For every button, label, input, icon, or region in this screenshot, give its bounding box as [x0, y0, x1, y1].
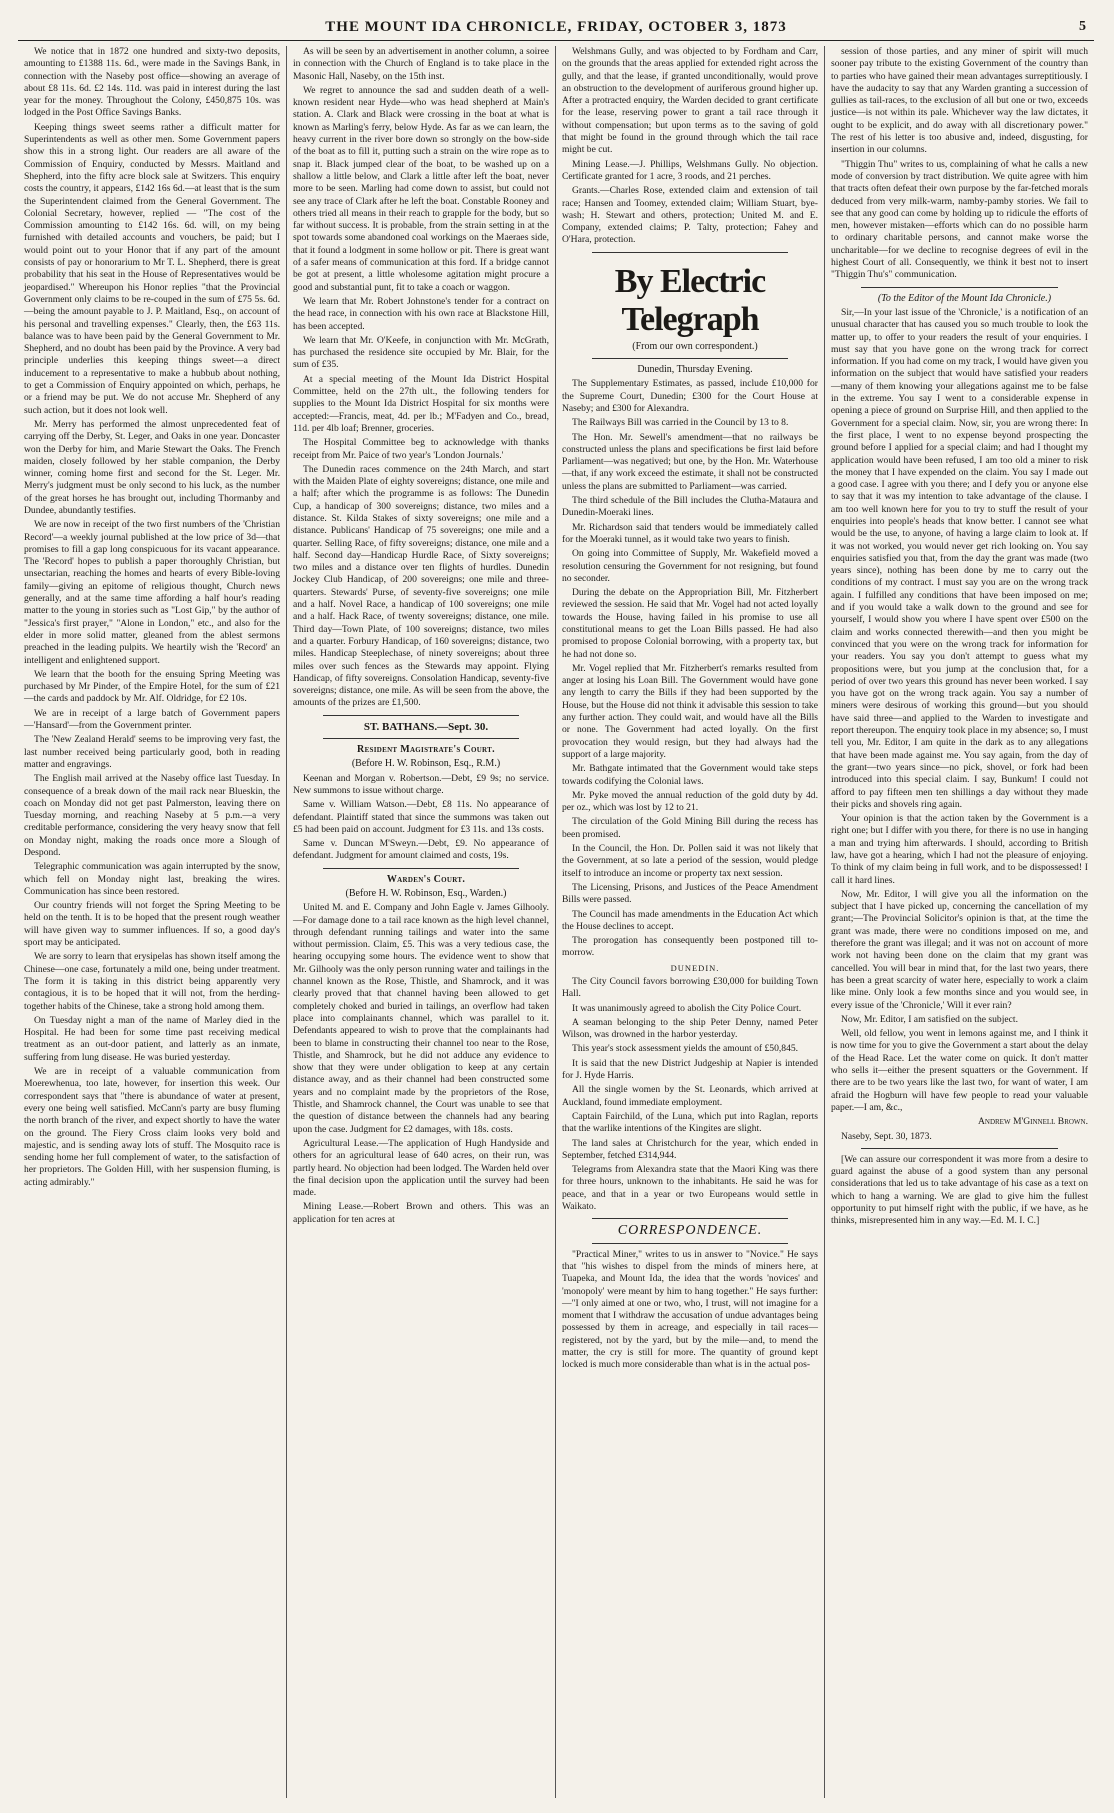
correspondence-heading: CORRESPONDENCE. [617, 1223, 763, 1239]
correspondence-items [562, 1249, 818, 1372]
telegraph-item: Captain Fairchild, of the Luna, which put into Raglan, reports that the warlike intentions of the Kingites are slight. [562, 1110, 818, 1135]
court-case: Same v. Duncan M'Sweyn.—Debt, £9. No appearance of defendant. Judgment for amount claimed and costs, 19s. [293, 838, 549, 862]
telegraph-item: On going into Committee of Supply, Mr. Wakefield moved a resolution censuring the Government for not resigning, but found no seconder. [562, 548, 818, 584]
editor-note: [We can assure our correspondent it was more from a desire to guard against the abuse of a good system than any personal considerations that led us to take advantage of his case as a text on which to hang a warning. We are glad to give him the fullest opportunity to put himself right with the public, if we have, as he thinks, misrepresented him in any way.—Ed. M. I. C.] [831, 1153, 1088, 1227]
news-paragraph: We are now in receipt of the two first numbers of the 'Christian Record'—a weekly journal published at the low price of 3d—that promises to fill a gap long conspicuous for its vacant appearance. The 'Record' hopes to publish a paper thoroughly Christian, but unsectarian, reaching the homes and hearts of every Bible-loving family—giving an epitome of religious thought, Church news generally, and at the same time affording a half hour's reading matter to the young in stories such as "Lost Gip," by the author of "Jessica's first prayer," "Alone in London," etc., and also for the elder in more solid matter, gleaned from the ablest sermons preached in the leading pulpits. We heartily wish the 'Record' an intelligent and enlightened support. [24, 519, 280, 666]
letter-paragraph: Now, Mr. Editor, I am satisfied on the subject. [841, 1013, 1018, 1025]
dunedin-items [562, 976, 818, 1213]
telegraph-item: The Licensing, Prisons, and Justices of the Peace Amendment Bills were passed. [562, 881, 818, 906]
telegraph-item: In the Council, the Hon. Dr. Pollen said it was not likely that the Government, at so late a period of the session, would pledge itself to introduce an income or property tax next session. [562, 843, 818, 879]
telegraph-heading: By Electric Telegraph [614, 262, 766, 338]
warden-court-continued [562, 46, 818, 247]
telegraph-item: The land sales at Christchurch for the year, which ended in September, fetched £314,944. [562, 1137, 818, 1161]
letter-paragraph: Now, Mr. Editor, I will give you all the information on the subject that I have picked up, concerning the cancellation of my grant;—The Provincial Solicitor's opinion is that, at the time the grant was made, there were no conditions imposed on me, and therefore the grant was illegal; and it was not on account of more work not having been done on the claim that my grant was cancelled. You will bear in mind that, for the last two years, there has been a great scarcity of water here, especially to work a claim like mine. Only look a few months since and you would see, in every issue of the 'Chronicle,' Will it ever rain? [831, 888, 1088, 1011]
section-divider [592, 1243, 788, 1244]
court-case: Keenan and Morgan v. Robertson.—Debt, £9 9s; no service. New summons to issue without charge. [293, 772, 549, 796]
telegraph-item: All the single women by the St. Leonards, which arrived at Auckland, found immediate employment. [562, 1084, 818, 1108]
court-case: Mining Lease.—Robert Brown and others. This was an application for ten acres at [293, 1201, 549, 1225]
telegraph-item: It is said that the new District Judgeship at Napier is intended for J. Hyde Harris. [562, 1057, 818, 1082]
column-1 [18, 46, 287, 1798]
telegraph-item: The Hon. Mr. Sewell's amendment—that no railways be constructed unless the plans and specifications be first laid before Parliament—was negatived; but one, by the Hon. Mr. Waterhouse—that, if any work exceed the estimate, it shall not be constructed unless the plans are submitted to Parliament—was carried. [562, 431, 818, 492]
telegraph-dateline: Dunedin, Thursday Evening. [637, 364, 753, 376]
telegraph-item: The prorogation has consequently been postponed till to-morrow. [562, 935, 818, 959]
telegraph-item: A seaman belonging to the ship Peter Denny, named Peter Wilson, was drowned in the harbor yesterday. [562, 1016, 818, 1041]
newspaper-title: THE MOUNT IDA CHRONICLE, FRIDAY, OCTOBER 3, 1873 [325, 18, 787, 35]
masthead [18, 14, 1094, 41]
news-paragraph: On Tuesday night a man of the name of Marley died in the Hospital. He had been for some time past receiving medical treatment as an out-door patient, and latterly as an inmate, suffering from lung disease. He was buried yesterday. [24, 1014, 280, 1063]
news-paragraph: We are sorry to learn that erysipelas has shown itself among the Chinese—one case, fortunately a mild one, being under treatment. The form it is taking in this district being apparently very contagious, it is to be hoped that it will not, from the herding-together habits of the Chinese, take a strong hold among them. [24, 951, 280, 1012]
local-news-continued [293, 46, 549, 710]
telegraph-item: The Railways Bill was carried in the Council by 13 to 8. [572, 417, 789, 429]
news-paragraph: We learn that Mr. O'Keefe, in conjunction with Mr. McGrath, has purchased the residence site occupied by Mr. Blair, for the sum of £35. [293, 334, 549, 371]
court-case: Mining Lease.—J. Phillips, Welshmans Gully. No objection. Certificate granted for 1 acre, 3 roods, and 21 perches. [562, 158, 818, 182]
telegraph-item: It was unanimously agreed to abolish the City Police Court. [572, 1002, 802, 1014]
section-divider [592, 358, 788, 359]
news-paragraph: We are in receipt of a large batch of Government papers—'Hansard'—from the Government printer. [24, 707, 280, 732]
section-divider [592, 252, 788, 253]
court-case: Grants.—Charles Rose, extended claim and extension of tail race; Hansen and Toomey, extended claim; William Stuart, bye-wash; H. Stewart and others, protection; United M. and E. Company, extended claims; P. Talty, protection; Fahey and O'Hara, protection. [562, 185, 818, 246]
news-paragraph: As will be seen by an advertisement in another column, a soiree in connection with the Church of England is to take place in the Masonic Hall, Naseby, on the 15th inst. [293, 46, 549, 82]
letter-paragraph: Well, old fellow, you went in lemons against me, and I think it is now time for you to give the Government a start about the delay of the Head Race. Let the water come on quick. It don't matter who sells it—either the present squatters or the Government. If there are to be two years like the last two, for want of water, I am afraid the Hogburn will have few people to read your valuable paper.—I am, &c., [831, 1028, 1088, 1113]
news-paragraph: The Dunedin races commence on the 24th March, and start with the Maiden Plate of eighty sovereigns; distance, one mile and a half; after which the programme is as follows: The Dunedin Cup, a handicap of 300 sovereigns; distance, two miles and a distance. St. Kilda Stakes of sixty sovereigns; one mile and a distance. Publicans' Handicap of 75 sovereigns; one mile and a quarter. Selling Race, of fifty sovereigns; distance, one mile and a half. Second day—Handicap Hurdle Race, of Sixty sovereigns; two miles and a distance over ten flights of hurdles. Dunedin Jockey Club Handicap, of 200 sovereigns; one mile and three-quarters. Stewards' Purse, of seventy-five sovereigns; one mile and a half. Novel Race, a handicap of 100 sovereigns; one mile and a half. Hack Race, of twenty sovereigns; distance, one mile. Third day—Town Plate, of 100 sovereigns; distance, two miles and a quarter. Forbury Handicap, of 160 sovereigns; distance, two miles. Handicap Steeplechase, of ninety sovereigns; about three miles over such fences as the Stewards may appoint. Flying Handicap, of fifty sovereigns. Consolation Handicap, seventy-five sovereigns; distance, one mile. As will be seen from the above, the amounts of the prizes are £1,500. [293, 463, 549, 709]
telegraph-item: The circulation of the Gold Mining Bill during the recess has been promised. [562, 816, 818, 840]
letter-paragraph: Sir,—In your last issue of the 'Chronicle,' is a notification of an unusual character that has caused you so much trouble to look the matter up, to offer to your readers the result of your enquiries. I must say that you have gone on the wrong track for correct information. If you had come on my track, I would have given you information on the subject that would have satisfied your readers—many of them knowing your allegations against me to be false in the extreme. You say I went to a considerable expense in opening a piece of ground on Surprise Hill, and then applied to the Government for a special claim. Now, sir, you are wrong there: In the first place, I went to no expense beyond prospecting the ground before I applied for a special claim; and had I thought my application would have been refused, I am too old a miner to risk the money that I have expended on the claim. You say I made out a good case. I agree with you there; and I defy you or anyone else to say that it was my intention to take advantage of the clause. I am too well known here for you to try to stuff the result of your enquiries into people's heads that know better. I cannot see what would be the use, to anyone, of having a large claim to look at. If it was not worked, you would never get rich looking on. You say enquiries satisfied you that, from the day the grant was made (two years since), nothing has been done by me to carry out the conditions of my contract. I must say you are on the wrong track again. I fulfilled any conditions that have been imposed on me; and if you would take a walk down to the ground and see for yourself, I would show you where I have spent over £500 on the claim and works connected therewith—and then you might be convinced that you were on the wrong track for information for your readers. You say you don't attempt to guess what my propositions were, but you jump at the conclusion that, for a period of over two years this ground has never been worked. I say you have got on the wrong track again. You say a number of miners were desirous of working this ground—but you should have said three—and applied to the Warden to investigate and report thereupon. The enquiry took place in my absence; so, I must tell you, Mr. Editor, I am quite in the dark as to any allegations that have been made against me. You say again, from the day of the grant—two years since—no pick, shovel, or fork had been introduced into this special claim. I say, Bunkum! I could not afford to pay fifteen men ten shillings a day without they made their picks and shovels ring again. [831, 306, 1088, 810]
news-paragraph: Mr. Merry has performed the almost unprecedented feat of carrying off the Derby, St. Leger, and Oaks in one year. Doncaster won the Derby for him, and Marie Stewart the Oaks. The French maiden, closely followed by her stable companion, the Derby winner, coming home first and second for the St. Leger. Mr. Merry's judgment must be only second to his luck, as the number of the great horses he has brought out, including Thormanby and Dundee, abundantly testifies. [24, 418, 280, 516]
st-bathans-heading: ST. BATHANS.—Sept. 30. [363, 720, 489, 733]
letter-address: (To the Editor of the Mount Ida Chronicle.) [877, 292, 1052, 304]
telegraph-item: Telegrams from Alexandra state that the Maori King was there for three hours, unknown to the inhabitants. He said he was for peace, and that in a year or two Europeans would settle in Waikato. [562, 1164, 818, 1213]
letter-signature: Andrew M'Ginnell Brown. [977, 1116, 1088, 1128]
letter-date: Naseby, Sept. 30, 1873. [841, 1130, 932, 1142]
correspondence-item: session of those parties, and any miner of spirit will much sooner pay tribute to the existing Government of the country than to parties who have gained their mean advantages surreptitiously. I have the audacity to say that any Warden granting a succession of gullies as tail-races, to the exclusion of all but one or two, exceeds justice—is not within its pale. Whichever way the law dictates, it ought to be explicit, and do away with all discretionary power." The rest of his letter is too abusive and, indeed, disgusting, for insertion in our columns. [831, 46, 1088, 156]
news-paragraph: We are in receipt of a valuable communication from Moerewhenua, too late, however, for insertion this week. Our correspondent says that "there is abundance of water at present, every one being well satisfied. McCann's party are busy fluming the north branch of the river, and expect shortly to have the water on the ground. The Fiery Cross claim looks very bold and majestic, and is sending away lots of stuff. The Mosquito race is sending home her full complement of water, to the satisfaction of her proprietors. The Golden Hill, with her suspension fluming, is acting admirably." [24, 1066, 280, 1188]
news-paragraph: Telegraphic communication was again interrupted by the snow, which fell on Monday night last, breaking the wires. Communication has since been restored. [24, 861, 280, 897]
page-number: 5 [1079, 19, 1086, 34]
column-2 [287, 46, 556, 1798]
telegraph-item: Mr. Richardson said that tenders would be immediately called for the Moeraki tunnel, as it would take two years to finish. [562, 521, 818, 545]
section-divider [592, 1218, 788, 1219]
section-divider [861, 1148, 1058, 1149]
telegraph-item: The Supplementary Estimates, as passed, include £10,000 for the Supreme Court, Dunedin; £300 for the Court House at Naseby; and £300 for Alexandra. [562, 378, 818, 414]
news-paragraph: At a special meeting of the Mount Ida District Hospital Committee, held on the 27th ult., the following tenders for supplies to the Mount Ida District Hospital for six months were accepted:—Francis, meat, 4d. per lb.; M'Fadyen and Co., bread, 11d. per 4lb loaf; Brenner, groceries. [293, 373, 549, 434]
correspondence-item: "Thiggin Thu" writes to us, complaining of what he calls a new mode of conversion by tract distribution. We quite agree with him that tracts often defeat their own purpose by the far-fetched morals deduced from very milk-warm, namby-pamby stories. We fail to see that any good can come by holding up to ridicule the efforts of men, however mistaken—efforts which can do no possible harm to ordinary charitable persons, and cannot make worse the uncharitable—for we decline to recognise degrees of evil in the highest Court of all. Consequently, we think it best not to insert "Thiggin Thu's" communication. [831, 158, 1088, 281]
court-case: Agricultural Lease.—The application of Hugh Handyside and others for an agricultural lease of 640 acres, on their run, was partly heard. No objection had been lodged. The Warden held over the final decision upon the application until the survey had been made. [293, 1137, 549, 1199]
letter-body [831, 307, 1088, 1114]
telegraph-item: Mr. Pyke moved the annual reduction of the gold duty by 4d. per oz., which was lost by 12 to 21. [562, 789, 818, 814]
news-paragraph: The English mail arrived at the Naseby office last Tuesday. In consequence of a break down of the mail rack near Blueskin, the coach on Monday did not get past Palmerston, leaving there on Tuesday morning, and reaching Naseby at 5 p.m.—a very creditable performance, considering the very heavy snow that fell on Monday night, making the roads once more a Slough of Despond. [24, 773, 280, 858]
page-columns [18, 46, 1094, 1798]
news-paragraph: We learn that Mr. Robert Johnstone's tender for a contract on the head race, in connection with his own race at Blackstone Hill, has been accepted. [293, 295, 549, 332]
telegraph-subtitle: (From our own correspondent.) [632, 340, 758, 352]
news-paragraph: Keeping things sweet seems rather a difficult matter for Superintendents as well as other men. Some Government papers show this in a strong light. Our readers are all aware of the Commission of Enquiry, conducted by Messrs. Maitland and Shepherd, into the fifty acre block sale at Switzers. This enquiry costs the country, it appears, £142 16s 6d.—at least that is the sum the Superintendent claimed from the General Government. The Colonial Secretary, however, replied — "The cost of the Commission amounting to £142 16s. 6d. will, on my being furnished with detailed accounts and vouchers, be paid; but I would point out to your Honor that if any part of the amount consists of pay or honorarium to Mr T. L. Shepherd, there is great probability that his seat in the House of Representatives would be jeopardised." Whereupon his Honor replies "that the Provincial Government only claims to be re-couped in the sum of £75 5s. 6d.—being the amount payable to J. P. Maitland, Esq., on account of his personal and travelling expenses." Clearly, then, the £63 11s. balance was to have been paid by the General Government to Mr. Shepherd, and no doubt has been paid by the Province. A very bad principle underlies this keeping things sweet—a direct inducement to a representative to make a hubbub about nothing, to get a Commission of Enquiry appointed on which, perhaps, he or a friend may be put. We do not accuse Mr. Shepherd of any such action, but it does not look well. [24, 121, 280, 416]
column-3 [556, 46, 825, 1798]
warden-court-cases [293, 902, 549, 1226]
rm-court-cases [293, 773, 549, 863]
section-divider [323, 715, 519, 716]
telegraph-item: During the debate on the Appropriation Bill, Mr. Fitzherbert reviewed the session. He said that Mr. Vogel had not acted loyally towards the House, having failed in his promise to use all constitutional means to get the Loan Bills passed. He had also promised to propose Colonial borrowing, with a property tax, but he had not done so. [562, 587, 818, 660]
court-case: United M. and E. Company and John Eagle v. James Gilhooly.—For damage done to a tail race known as the high level channel, through defendant running tailings and water into the same without permission. Claim, £5. This was a very tedious case, the hearing occupying some hours. The evidence went to show that Mr. Gilhooly was the only person running water and tailings in the channel known as the Rose, Thistle, and Shamrock, and it was clearly proved that that channel having been allowed to get completely choked and buried in tailings, an overflow had taken place into complainants channel, which was parallel to it. Defendants appeared to wish to prove that the complainants had been to blame in constructing their channel too near to the Rose, Thistle, and Shamrock, but he did not adduce any evidence to show that they were under obligation to keep at any certain distance away, and as their channel had been constructed some years and no complaint made by the proprietors of the Rose, Thistle, and Shamrock channel, the Court was unable to see that the question of distance between the channels had any bearing upon the case. Judgment for £2 damages, with 18s. costs. [293, 902, 549, 1135]
warden-court-sub: (Before H. W. Robinson, Esq., Warden.) [345, 888, 507, 899]
news-paragraph: We notice that in 1872 one hundred and sixty-two deposits, amounting to £1388 11s. 6d., were made in the Savings Bank, in connection with the Naseby post office—showing an average of about £8 11s. 6d. £2 14s. 11d. was paid in interest during the last year for the money. Throughout the Colony, £450,875 10s. was lodged in the Post Office Savings Banks. [24, 46, 280, 119]
warden-court-heading: Warden's Court. [386, 873, 466, 885]
court-case: Welshmans Gully, and was objected to by Fordham and Carr, on the grounds that the areas applied for extended right across the gully, and that the lease, if granted unconditionally, would prove an obstruction to the development of auriferous ground higher up. After a protracted enquiry, the Warden decided to grant certificate for the lease, reserving power to grant a tail race through it without compensation; but upon terms as to the saving of gold that might be found in the ground through which the tail race might be cut. [562, 46, 818, 156]
column-4 [825, 46, 1094, 1798]
section-divider [323, 868, 519, 869]
news-paragraph: The 'New Zealand Herald' seems to be improving very fast, the last number received being particularly good, both in reading matter and engravings. [24, 734, 280, 770]
telegraph-item: The City Council favors borrowing £30,000 for building Town Hall. [562, 976, 818, 1000]
section-divider [323, 738, 519, 739]
dunedin-label: DUNEDIN. [670, 962, 720, 973]
section-divider [861, 287, 1058, 288]
telegraph-item: The third schedule of the Bill includes the Clutha-Mataura and Dunedin-Moeraki lines. [562, 495, 818, 519]
rm-court-heading: Resident Magistrate's Court. [357, 744, 495, 756]
news-paragraph: We regret to announce the sad and sudden death of a well-known resident near Hyde—who was head shepherd at Main's station. A. Clark and Black were crossing in the boat at what is known as Marling's ferry, below Hyde. As far as we can learn, the heavy current in the river bore down so strongly on the bow-side of the boat as to fill it, putting such a strain on the wire rope as to snap it. Black jumped clear of the boat, to be washed up on a shallow a little below, and Clark a little after left the boat, never more to be seen. Marling had come down to assist, but could not see any trace of Clark after he left the boat. Constable Rooney and others tried all means in their reach to grapple for the body, but so far without success. It is probable, from the strain setting in at the spot towards some abandoned coal workings on the Maeraes side, that it found a lodgment in some hollow or pit. There is great want of a safer means of communication at this ford. If a bridge cannot be got at present, a little wholesome agitation might procure a good and substantial punt, fit to take a coach or waggon. [293, 84, 549, 293]
correspondence-continued [831, 46, 1088, 282]
rm-court-sub: (Before H. W. Robinson, Esq., R.M.) [351, 758, 501, 770]
news-paragraph: We learn that the booth for the ensuing Spring Meeting was purchased by Mr Pinder, of the Empire Hotel, for the sum of £21—the cards and paddock by Mr. Alf. Oldridge, for £2 10s. [24, 668, 280, 705]
news-paragraph: The Hospital Committee beg to acknowledge with thanks receipt from Mr. Paice of two year's 'London Journals.' [293, 437, 549, 461]
correspondence-item: "Practical Miner," writes to us in answer to "Novice." He says that "his wishes to dispel from the minds of miners here, at Tuapeka, and Mount Ida, the idea that the words 'novices' and 'monopoly' were meant by him to hang together." He says further:—"I only aimed at one or two, who, I trust, will not imagine for a moment that I withdraw the accusation of undue advantages being possessed by them in acreage, and especially in tail races—registered, not by the yard, but by the mile—and, to mend the matter, the cry is still for more. The quantity of ground kept locked is much more considerable than what is in the actual pos- [562, 1248, 818, 1371]
telegraph-item: The Council has made amendments in the Education Act which the House declines to accept. [562, 908, 818, 932]
telegraph-items [562, 378, 818, 959]
court-case: Same v. William Watson.—Debt, £8 11s. No appearance of defendant. Plaintiff stated that since the summons was taken out £5 had been paid on account. Judgment for £3 11s. and 13s costs. [293, 799, 549, 835]
telegraph-item: Mr. Vogel replied that Mr. Fitzherbert's remarks resulted from anger at losing his Loan Bill. The Government would have gone any length to carry the Bills if they had been supported by the House, but the House did not think it advisable this session to take any further action. They could wait, and would have all the Bills or none. The Government had acted loyally. On the first provocation they would resign, but they had always had the support of a large majority. [562, 662, 818, 760]
news-paragraph: Our country friends will not forget the Spring Meeting to be held on the tenth. It is to be hoped that the present rough weather will have given way to summer influences. If so, a good day's sport may be anticipated. [24, 900, 280, 949]
telegraph-item: Mr. Bathgate intimated that the Government would take steps towards codifying the Colonial laws. [562, 763, 818, 787]
telegraph-item: This year's stock assessment yields the amount of £50,845. [572, 1043, 799, 1055]
letter-paragraph: Your opinion is that the action taken by the Government is a right one; but I differ with you there, for there is no use in hanging a man and trying him afterwards. I should, according to British law, have got a hearing, which I had not the pleasure of enjoying. To think of my claim being in full work, and to be dispossessed! I call it hard lines. [831, 813, 1088, 886]
